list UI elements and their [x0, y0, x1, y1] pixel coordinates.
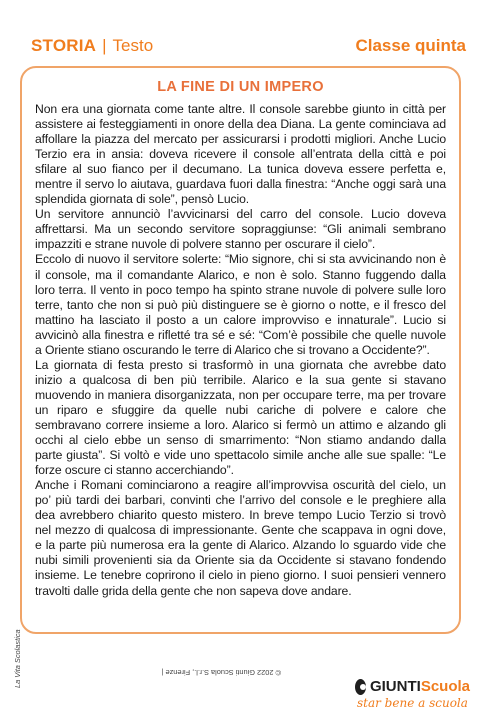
story-body — [35, 102, 446, 599]
logo-slogan: star bene a scuola — [357, 696, 468, 710]
series-name: La Vita Scolastica — [13, 629, 22, 688]
publisher-logo — [355, 678, 470, 718]
brand-name: GIUNTI — [369, 678, 421, 695]
giunti-g-icon — [355, 679, 366, 695]
grade-label: Classe quinta — [355, 36, 466, 55]
header-left — [31, 36, 153, 56]
logo-brand — [355, 678, 470, 695]
header-separator: | — [102, 36, 107, 55]
paragraph: La giornata di festa presto si trasformò in una giornata che avrebbe dato inizio a qualcosa di ben più terribile. Alarico e la sua gente si stavano muovendo in maniera disorganizzata, non per occupare terre, ma per trovare un riparo e sfuggire da quelle nubi cariche di polvere e calore che sembravano correre insieme a loro. Alarico si fermò un attimo e alzando gli occhi al cielo ebbe un senso di smarrimento: “Non stiamo andando dalla parte giusta”. Si voltò e vide uno spettacolo simile anche alle sue spalle: “Le forze oscure ci stanno accerchiando”. — [35, 357, 446, 478]
paragraph: Un servitore annunciò l’avvicinarsi del carro del console. Lucio doveva affrettarsi. Ma un secondo servitore sopraggiunse: “Gli animali sembrano impazziti e strane nuvole di polvere stanno per oscurare il cielo”. — [35, 207, 446, 252]
content-type-label: Testo — [112, 36, 154, 55]
text-card — [20, 66, 461, 634]
copyright-text — [13, 629, 281, 688]
page-header — [31, 36, 466, 60]
subject-label: STORIA — [31, 36, 97, 55]
story-title: LA FINE DI UN IMPERO — [157, 79, 324, 95]
paragraph: Eccolo di nuovo il servitore solerte: “Mio signore, chi si sta avvicinando non è il console, ma il comandante Alarico, e non è solo. Stanno fuggendo dalla loro terra. Il vento in poco tempo ha spinto strane nuvole di polvere sulle loro terre, tanto che non si può più distinguere se è giorno o notte, e il fresco del mattino ha lasciato il posto a un calore improvviso e innaturale”. Lucio si avvicinò alla finestra e rifletté tra sé e sé: “Com’è possibile che quelle nuvole a Oriente stiano oscurando le terre di Alarico che si trovano a Occidente?”. — [35, 252, 446, 357]
brand-suffix: Scuola — [420, 678, 470, 695]
copyright-prefix: © 2022 Giunti Scuola S.r.l., Firenze | — [161, 668, 281, 677]
paragraph: Non era una giornata come tante altre. Il console sarebbe giunto in città per assistere ai festeggiamenti in onore della dea Diana. La gente cominciava ad affollare la piazza del mercato per assicurarsi i prodotti migliori. Anche Lucio Terzio era in ansia: doveva ricevere il console all’entrata della città e poi sfilare al suo fianco per il decumano. La tunica doveva essere perfetta e, mentre il servo lo aiutava, guardava fuori dalla finestra: “Anche oggi sarà una splendida giornata di sole”, pensò Lucio. — [35, 102, 446, 207]
paragraph: Anche i Romani cominciarono a reagire all’improvvisa oscurità del cielo, un po’ più tardi dei barbari, convinti che l’arrivo del console e le preghiere alla dea avrebbero chiarito questo mistero. In breve tempo Lucio Terzio si trovò nel mezzo di qualcosa di impressionante. Gente che scappava in ogni dove, e la parte più numerosa era la gente di Alarico. Alzando lo sguardo vide che nubi simili provenienti sia da Oriente sia da Occidente si stavano fondendo insieme. Le tenebre coprirono il cielo in pieno giorno. I suoi pensieri vennero travolti dalle grida della gente che non sapeva dove andare. — [35, 478, 446, 598]
